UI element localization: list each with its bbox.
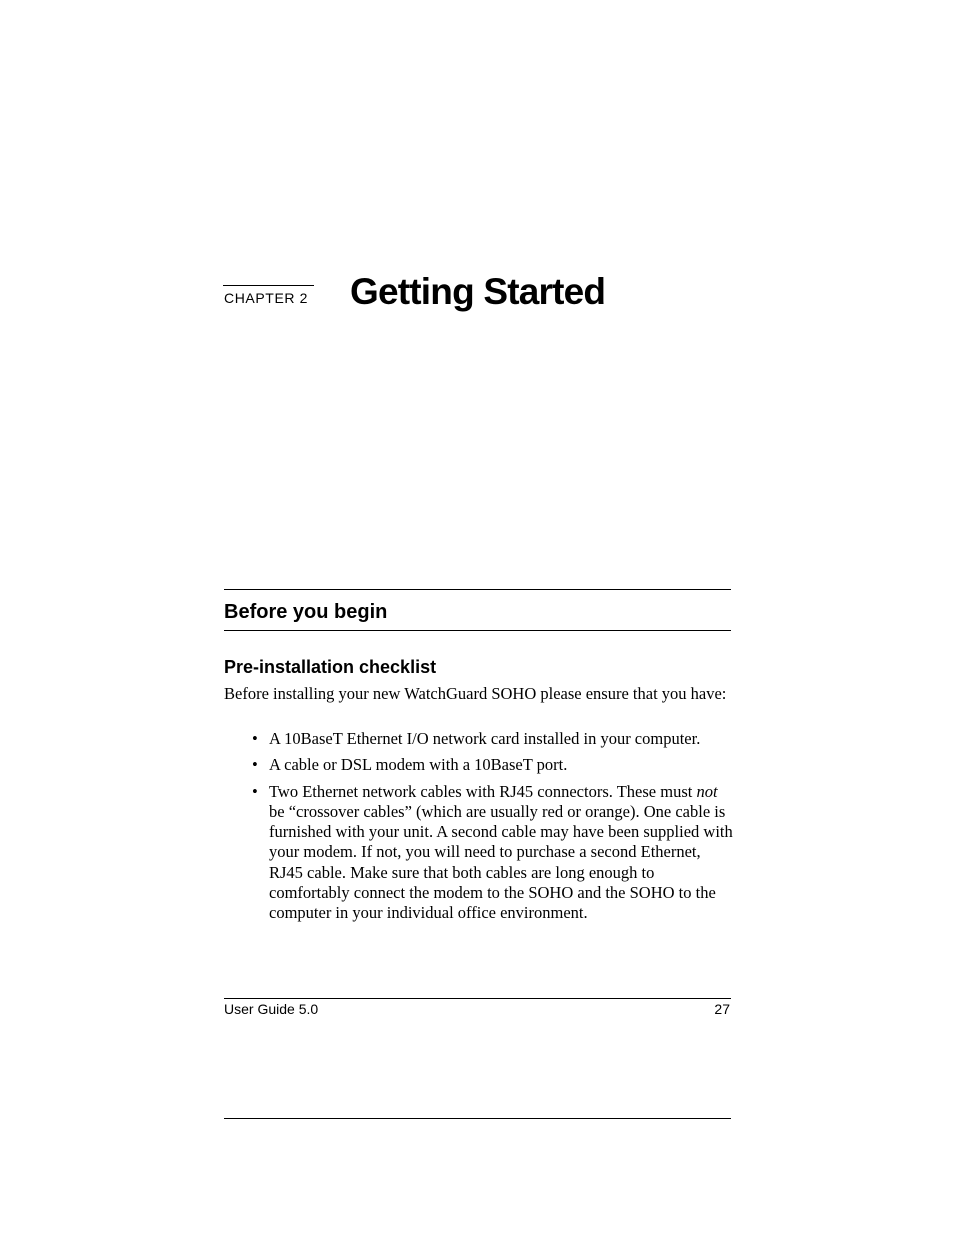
list-item — [252, 782, 734, 924]
bullet-glyph: • — [252, 729, 258, 748]
footer-rule — [224, 998, 731, 999]
section-bottom-rule — [224, 630, 731, 631]
checklist — [252, 729, 734, 930]
section-top-rule — [224, 589, 731, 590]
list-item — [252, 729, 734, 749]
subsection-heading: Pre-installation checklist — [224, 657, 437, 677]
list-item-text-before: Two Ethernet network cables with RJ45 connectors. These must — [269, 781, 697, 801]
footer-guide-title: User Guide 5.0 — [224, 1001, 319, 1017]
emphasis-not: not — [696, 781, 718, 801]
list-item-text-after: be “crossover cables” (which are usually red or orange). One cable is furnished with your unit. A second cable may have been supplied with your modem. If not, you will need to purchase a second Ethernet, RJ45 cable. Make sure that both cables are long enough to comfortably connect the modem to the SOHO and the SOHO to the computer in your individual office environment. — [269, 801, 733, 923]
bullet-glyph: • — [252, 781, 258, 801]
list-item — [252, 755, 734, 775]
bullet-glyph: • — [252, 755, 258, 775]
section-heading: Before you begin — [224, 601, 388, 623]
chapter-label: CHAPTER 2 — [224, 290, 308, 306]
list-item-text: A cable or DSL modem with a 10BaseT port. — [269, 755, 568, 775]
chapter-title: Getting Started — [350, 271, 606, 312]
page-number: 27 — [714, 1001, 730, 1017]
list-item-text: A 10BaseT Ethernet I/O network card installed in your computer. — [269, 729, 701, 748]
intro-paragraph: Before installing your new WatchGuard SOHO please ensure that you have: — [224, 684, 727, 703]
list-item-text — [269, 782, 733, 923]
page-bottom-rule — [224, 1118, 731, 1119]
chapter-rule — [223, 285, 314, 286]
